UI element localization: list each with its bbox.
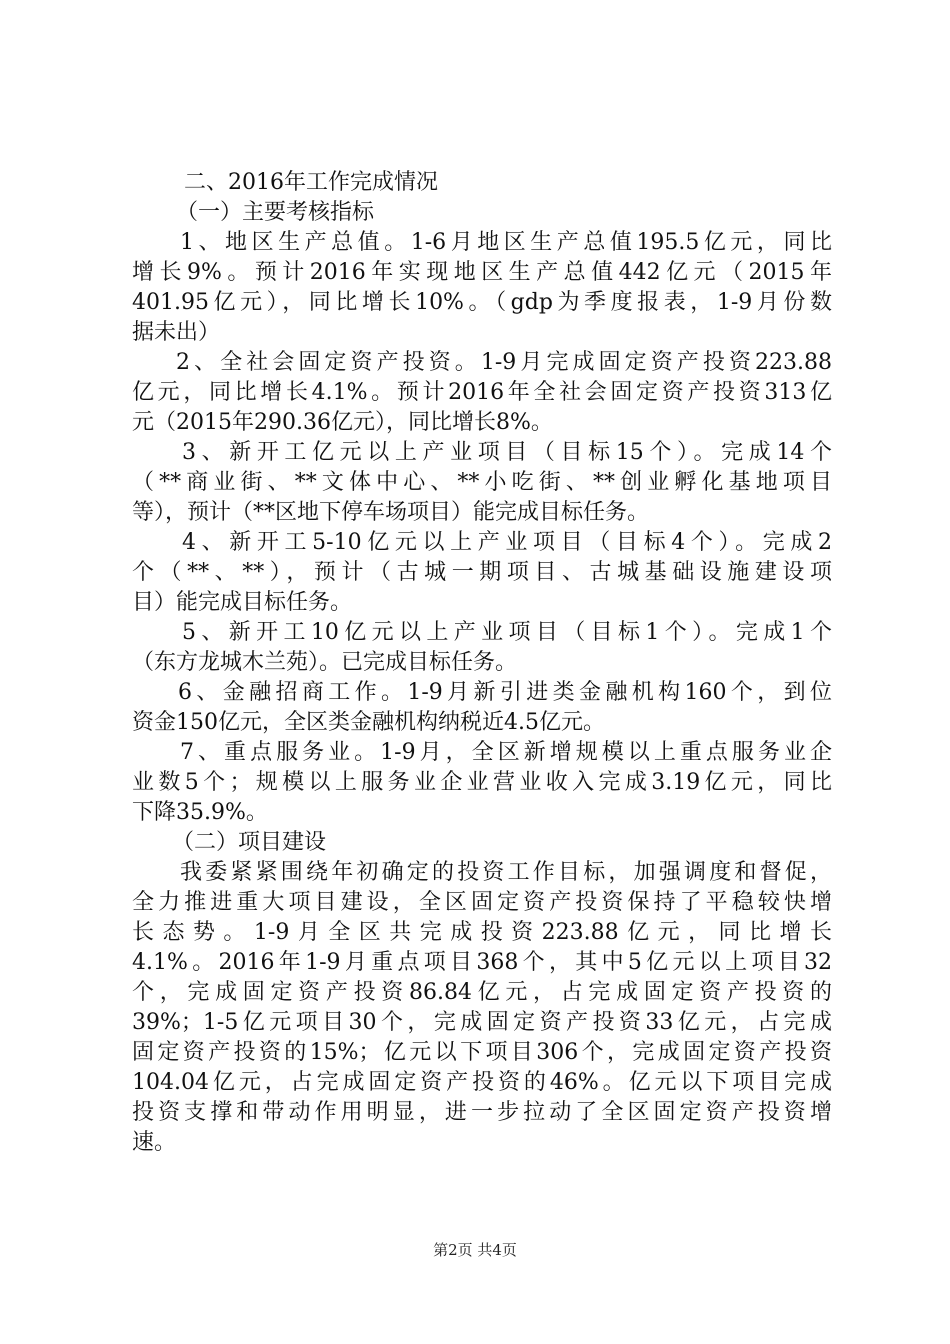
text-line: （**商业街、**文体中心、**小吃街、**创业孵化基地项目 [132,470,832,495]
text-line: 等），预计（**区地下停车场项目）能完成目标任务。 [132,500,650,525]
document-body [132,168,832,1158]
text-line: 401.95亿元），同比增长10%。（gdp为季度报表，1-9月份数 [132,290,832,315]
text-line: 104.04亿元，占完成固定资产投资的46%。亿元以下项目完成 [132,1070,832,1095]
text-line: 我委紧紧围绕年初确定的投资工作目标，加强调度和督促， [180,860,832,885]
text-line: 固定资产投资的15%；亿元以下项目306个，完成固定资产投资 [132,1040,832,1065]
text-line: 全力推进重大项目建设，全区固定资产投资保持了平稳较快增 [132,890,832,915]
text-line: 业数5个；规模以上服务业企业营业收入完成3.19亿元，同比 [132,770,832,795]
text-line: 个（**、**），预计（古城一期项目、古城基础设施建设项 [132,560,832,585]
text-line: 2、全社会固定资产投资。1-9月完成固定资产投资223.88 [176,350,832,375]
text-line: 下降35.9%。 [132,800,268,825]
text-line: 4.1%。2016年1-9月重点项目368个，其中5亿元以上项目32 [132,950,832,975]
text-line: 二、2016年工作完成情况 [184,170,438,195]
text-line: 元（2015年290.36亿元），同比增长8%。 [132,410,553,435]
text-line: 39%；1-5亿元项目30个，完成固定资产投资33亿元，占完成 [132,1010,832,1035]
text-line: 投资支撑和带动作用明显，进一步拉动了全区固定资产投资增 [132,1100,832,1125]
text-line: 5、新开工10亿元以上产业项目（目标1个）。完成1个 [182,620,832,645]
text-line: 3、新开工亿元以上产业项目（目标15个）。完成14个 [182,440,832,465]
page-footer: 第2页 共4页 [433,1241,517,1259]
text-line: 7、重点服务业。1-9月，全区新增规模以上重点服务业企 [180,740,832,765]
text-line: 亿元，同比增长4.1%。预计2016年全社会固定资产投资313亿 [132,380,832,405]
text-line: （东方龙城木兰苑）。已完成目标任务。 [132,650,518,675]
text-line: （二）项目建设 [172,830,327,855]
text-line: 4、新开工5-10亿元以上产业项目（目标4个）。完成2 [182,530,832,555]
text-line: 资金150亿元，全区类金融机构纳税近4.5亿元。 [132,710,605,735]
text-line: 目）能完成目标任务。 [132,590,353,615]
text-line: 长态势。1-9月全区共完成投资223.88亿元，同比增长 [132,920,832,945]
text-line: （一）主要考核指标 [176,200,375,225]
text-line: 据未出） [132,320,221,345]
text-line: 6、金融招商工作。1-9月新引进类金融机构160个，到位 [178,680,832,705]
text-line: 增长9%。预计2016年实现地区生产总值442亿元（2015年 [132,260,832,285]
text-line: 速。 [132,1130,177,1155]
text-line: 1、地区生产总值。1-6月地区生产总值195.5亿元，同比 [180,230,832,255]
text-line: 个，完成固定资产投资86.84亿元，占完成固定资产投资的 [132,980,832,1005]
